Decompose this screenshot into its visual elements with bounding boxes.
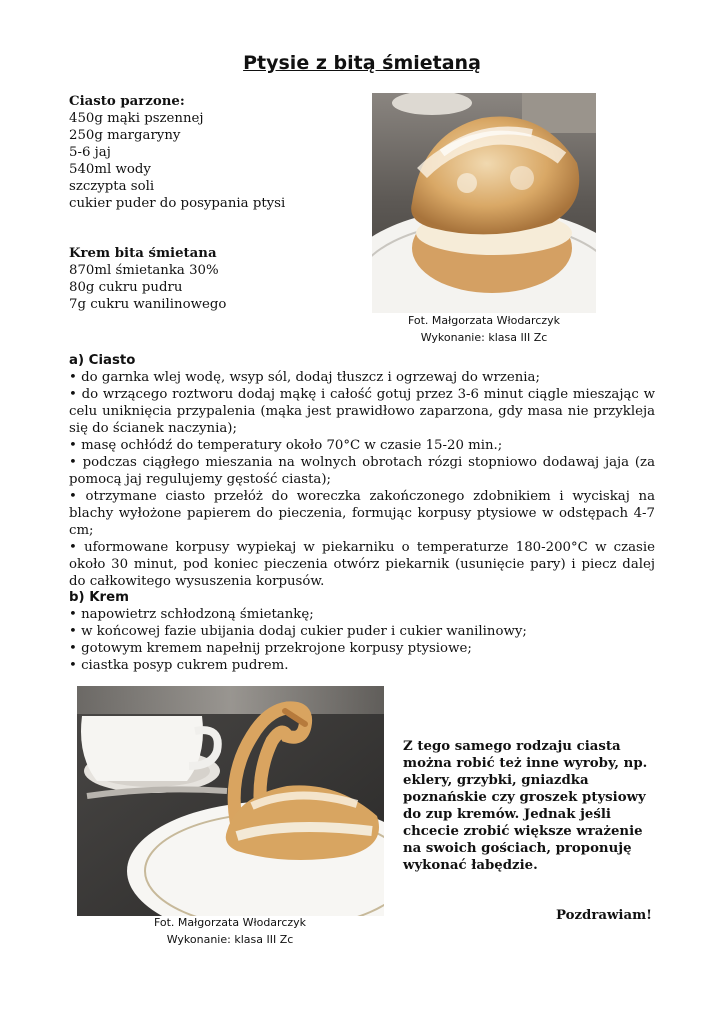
photo-credit: Fot. Małgorzata Włodarczyk [407,314,561,327]
page-title: Ptysie z bitą śmietaną [243,52,481,74]
section-heading: b) Krem [69,590,129,605]
ingredient-item: 80g cukru pudru [69,280,183,295]
ingredient-item: cukier puder do posypania ptysi [69,196,286,211]
instruction-step: • do garnka wlej wodę, wsyp sól, dodaj tłuszcz i ogrzewaj do wrzenia; [69,370,540,385]
ingredient-item: szczypta soli [69,179,155,194]
instruction-step: • otrzymane ciasto przełóż do woreczka zakończonego zdobnikiem i wyciskaj na blachy wyłożone papierem do pieczenia, formując korpusy ptysiowe w odstępach 4-7 cm; [69,489,655,538]
cream-heading: Krem bita śmietana [69,246,217,261]
section-heading: a) Ciasto [69,353,136,368]
photo-caption [372,312,596,346]
ingredient-item: 250g margaryny [69,128,181,143]
instruction-step: • uformowane korpusy wypiekaj w piekarniku o temperaturze 180-200°C w czasie około 30 minut, pod koniec pieczenia otwórz piekarnik (usunięcie pary) i piecz dalej do całkowitego wysuszenia korpusów. [69,540,655,589]
instruction-step: • gotowym kremem napełnij przekrojone korpusy ptysiowe; [69,641,472,656]
photo-author-class: Wykonanie: klasa III Zc [420,331,548,344]
instruction-step: • do wrzącego roztworu dodaj mąkę i całość gotuj przez 3-6 minut ciągle mieszając w celu uniknięcia przypalenia (mąka jest prawidłowo zaparzona, gdy masa nie przykleja się do ścianek naczynia); [69,387,655,436]
instruction-step: • w końcowej fazie ubijania dodaj cukier puder i cukier wanilinowy; [69,624,527,639]
serving-note: Z tego samego rodzaju ciasta można robić też inne wyroby, np. eklery, grzybki, gniazdka poznańskie czy groszek ptysiowy do zup kremów. Jednak jeśli chcecie zrobić większe wrażenie na swoich gościach, proponuję wykonać łabędzie. [403,739,648,873]
ingredient-item: 5-6 jaj [69,145,111,160]
instruction-step: • napowietrz schłodzoną śmietankę; [69,607,314,622]
instruction-step: • ciastka posyp cukrem pudrem. [69,658,289,673]
swan-pastry-photo [77,686,384,916]
instruction-step: • podczas ciągłego mieszania na wolnych obrotach rózgi stopniowo dodawaj jaja (za pomocą jaj regulujemy gęstość ciasta); [69,455,655,487]
photo-author-class: Wykonanie: klasa III Zc [166,933,294,946]
section-dough [69,352,655,590]
photo-credit: Fot. Małgorzata Włodarczyk [153,916,307,929]
instruction-step: • masę ochłódź do temperatury około 70°C w czasie 15-20 min.; [69,438,503,453]
photo-caption [130,914,330,948]
cream-puff-photo [372,93,596,313]
greeting: Pozdrawiam! [556,908,652,923]
section-cream [69,589,655,674]
ingredients-block [69,93,285,313]
ingredient-item: 450g mąki pszennej [69,111,204,126]
ingredient-item: 7g cukru wanilinowego [69,297,227,312]
ingredient-item: 870ml śmietanka 30% [69,263,219,278]
ingredient-item: 540ml wody [69,162,151,177]
dough-heading: Ciasto parzone: [69,94,185,109]
